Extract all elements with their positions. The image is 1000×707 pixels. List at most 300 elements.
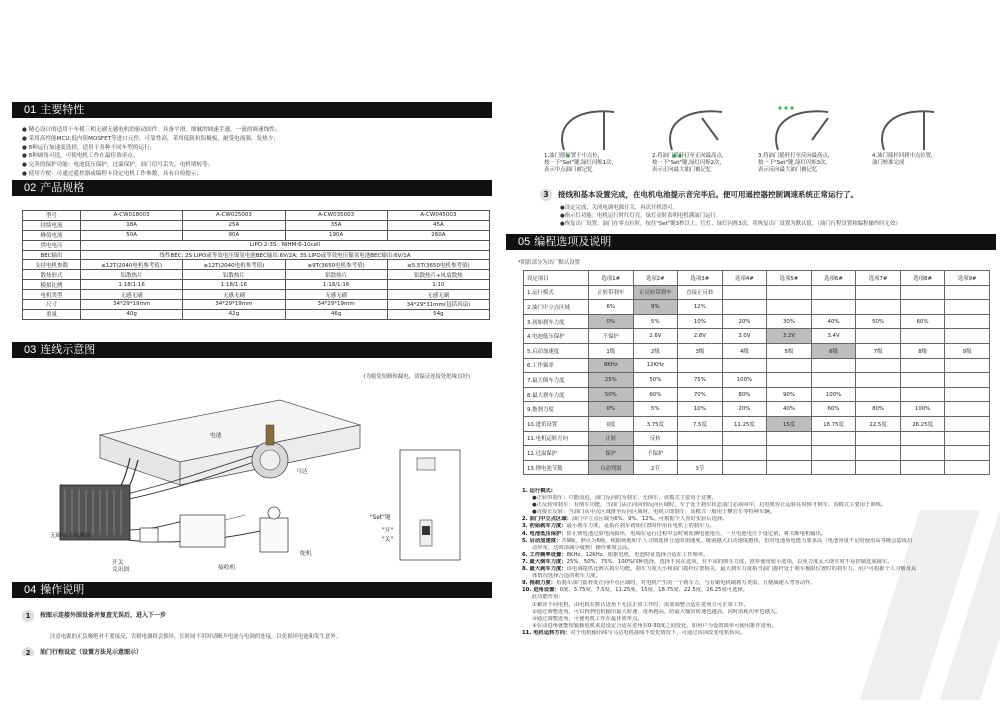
spec-value: 50A: [81, 230, 183, 240]
explanation-text: 共9级，默认为6级，根据场地和个人习惯选择合适的加速度，级别越大启动速度越快，但对电池放电能力要求高（电池容量不足时使用高等级会造成启: [561, 537, 913, 544]
setting-name: 6.工作频率: [524, 358, 589, 373]
feature-item: ● 完善的保护功能：电池低压保护，过温保护，油门信号丢失，电机堵转等；: [22, 162, 214, 169]
explanation-text: 体情况选择合适的刹车力度。: [532, 573, 601, 580]
option-value: [811, 446, 856, 461]
programming-row: [524, 416, 990, 431]
programming-explanations: [522, 488, 992, 637]
explanation-term: 9. 拖刹力度：: [522, 580, 557, 587]
explanation-line: [522, 609, 992, 616]
step-number: 3: [540, 189, 552, 201]
option-value: 30%: [767, 314, 812, 329]
explanation-line: [522, 531, 992, 538]
spec-table: [22, 210, 490, 320]
option-value: [856, 329, 901, 344]
option-value: [945, 314, 990, 329]
column-header: 选项2#: [633, 271, 678, 286]
option-value: 2级: [633, 343, 678, 358]
option-value: 2节: [633, 460, 678, 475]
feature-list: [22, 126, 492, 179]
explanation-text: 动异常，达时请减小级数）操作难度会高。: [532, 544, 633, 551]
spec-value: 34*29*19mm: [81, 300, 183, 310]
option-value: [900, 431, 945, 446]
explanation-text: 指刹车油门摇杆处正向中点区域时，对电机产生的一个刹车力，与有刷电机刷刹力类似，方便减速入弯等动作。: [556, 580, 816, 587]
option-value: [945, 446, 990, 461]
option-value: [856, 387, 901, 402]
option-value: 90%: [767, 387, 812, 402]
spec-label: 支持电机参数: [23, 260, 81, 270]
option-value: 60%: [900, 314, 945, 329]
option-value: 7.5度: [678, 416, 723, 431]
explanation-text: 该电调提供比例式刹车功能，刹车力度大小和油门摇杆位置相关，最大刹车力度指当油门摇杆处于刹车极限位置时的刹车力，用户可根据个人习惯及具: [566, 566, 917, 573]
label-servo: 舵机: [300, 551, 312, 557]
option-value: [900, 300, 945, 315]
label-motor: 马达: [296, 469, 308, 475]
spec-value: 无感无刷: [285, 290, 387, 300]
programming-row: [524, 387, 990, 402]
option-value: [811, 431, 856, 446]
spec-value: 45A: [387, 220, 489, 230]
option-value: 3.2V: [767, 329, 812, 344]
option-value: [856, 358, 901, 373]
label-off: "关": [382, 537, 394, 543]
option-value: [767, 446, 812, 461]
label-set-key: "Set"键: [370, 515, 391, 521]
spec-label: 持续电流: [23, 220, 81, 230]
spec-value: A-CW045003: [387, 211, 489, 221]
option-value: 10%: [678, 402, 723, 417]
option-value: [678, 431, 723, 446]
option-value: 15度: [767, 416, 812, 431]
spec-value: ≥12T(2040电机参考值): [81, 260, 183, 270]
spec-value: 260A: [387, 230, 489, 240]
explanation-text: ●正反转带刹车：有倒车功能，当油门从正向回到反向区域时，车子处于刹车状态油门必须回中，启电机停止运转在时候才倒车，该模式主要用于训练。: [532, 502, 887, 509]
explanation-text: ③通过调整进角，可使电机工作在最佳效率点。: [532, 615, 643, 622]
explanation-line: [522, 552, 992, 559]
spec-value: 54g: [387, 309, 489, 319]
spec-row: [23, 270, 490, 280]
setting-name: 5.启动加速度: [524, 343, 589, 358]
explanation-line: [522, 602, 992, 609]
spec-value: A-CW025003: [183, 211, 285, 221]
option-value: 2.6V: [633, 329, 678, 344]
setting-name: 4.电池低压保护: [524, 329, 589, 344]
spec-value: ≥5.5T(3650电机参考值): [387, 260, 489, 270]
option-value: [900, 285, 945, 300]
feature-item: ● 8种调角可选，可使电机工作在最佳效率点；: [22, 153, 139, 160]
explanation-text: 防止锂电池过放电而损坏，电调在运行过程中会时刻监测电池电压，一旦电池电压于设定值，将关断电机输出。: [566, 530, 827, 537]
option-value: 0度: [589, 416, 634, 431]
calibration-caption-2: 2.将油门摇杆打至正向最高点, 按一下"Set"键,绿灯闪烁2次, 表示正向最大油门被记忆: [652, 153, 724, 173]
option-value: [767, 358, 812, 373]
operation-step-1: [22, 609, 492, 623]
section-title: 连线示意图: [40, 343, 96, 356]
explanation-text: ●直接正反转：当油门从中点区域推至反向区域时，电机立即倒车，该模式一般用于攀岩车等特种车辆。: [532, 509, 775, 516]
calibration-caption-4: 4.油门摇杆回到中点位置, 油门校准完成: [872, 153, 933, 166]
option-value: 75%: [678, 373, 723, 388]
label-receiver: 接收机: [218, 565, 236, 571]
option-value: [945, 402, 990, 417]
label-battery: 电池: [210, 433, 222, 439]
explanation-term: 1. 运行模式:: [522, 488, 553, 494]
spec-row: [23, 280, 490, 290]
explanation-line: [522, 580, 992, 587]
feature-item: ● 采用高性能MCU;低内阻MOSFET等进口元件。可靠性高，采用低阻抗铝极板，耐受电流强，发热少；: [22, 135, 279, 142]
explanation-line: [522, 523, 992, 530]
option-value: 1级: [589, 343, 634, 358]
option-value: [900, 460, 945, 475]
programming-row: [524, 285, 990, 300]
option-value: [900, 446, 945, 461]
option-value: 9级: [945, 343, 990, 358]
option-value: [767, 373, 812, 388]
column-header: 选项8#: [900, 271, 945, 286]
explanation-term: 7. 最大倒车力度：: [522, 558, 567, 565]
programming-row: [524, 460, 990, 475]
option-value: 不保护: [589, 329, 634, 344]
spec-label: 重量: [23, 309, 81, 319]
setting-name: 3.初始刹车力度: [524, 314, 589, 329]
programming-row: [524, 329, 990, 344]
option-value: 6%: [589, 300, 634, 315]
spec-value: 35A: [285, 220, 387, 230]
feature-item: ● 使用方便：可通过遥控器或编程卡设定电机工作参数，具有自检提示；: [22, 170, 203, 177]
option-value: 2.8V: [678, 329, 723, 344]
spec-value: 190A: [285, 230, 387, 240]
explanation-line: [522, 559, 992, 566]
spec-value: LiPO:2-3S ; NIHM:6-10cell: [81, 240, 490, 250]
spec-value: 40g: [81, 309, 183, 319]
option-value: 18.75度: [811, 416, 856, 431]
spec-row: [23, 230, 490, 240]
right-page: [500, 0, 1000, 707]
explanation-text: ④在动进角就能按辊载电机来进设定合适在进角在0-30度之间变化，如用户为设置简单可使用推荐进角。: [532, 622, 777, 629]
calibration-caption-1: 1.油门摇杆置于中点位， 按一下"Set"键,绿灯闪烁1次, 表示中点油门被记忆: [544, 153, 614, 173]
option-value: [811, 460, 856, 475]
option-value: 40%: [811, 314, 856, 329]
explanation-line: [522, 502, 992, 509]
option-value: 3节: [678, 460, 723, 475]
option-value: 40%: [767, 402, 812, 417]
spec-value: A-CW035003: [285, 211, 387, 221]
setting-name: 9.拖刹力度: [524, 402, 589, 417]
option-value: 6级: [811, 343, 856, 358]
explanation-term: 6. 工作频率设置：: [522, 551, 567, 558]
option-value: [900, 387, 945, 402]
section-specs-header: [12, 180, 492, 196]
option-value: 25%: [589, 373, 634, 388]
spec-row: [23, 240, 490, 250]
explanation-line: [522, 566, 992, 573]
spec-label: 模拟比例: [23, 280, 81, 290]
option-value: 11.25度: [722, 416, 767, 431]
option-value: [678, 358, 723, 373]
explanation-term: 3. 初始刹车力度：: [522, 523, 567, 530]
step-text: 按图示连接外围设备并复查无误后，进入下一步: [40, 612, 167, 619]
wiring-illustration: [30, 380, 490, 580]
explanation-text: 最小刹车力度，是指在刹车初始位置时作用在电机上的刹车力。: [566, 523, 715, 530]
explanation-line: [522, 538, 992, 545]
option-value: [811, 300, 856, 315]
option-value: 3级: [678, 343, 723, 358]
spec-value: 线性BEC; 2S LIPO或等效电压镍氢电池BEC输出:6V/2A; 3S LIPO或等效电压镍氢电池BEC输出:6V/1A: [81, 250, 490, 260]
step-text: 油门行程设定（设置方法见示意图示）: [40, 649, 143, 656]
option-value: 26.25度: [900, 416, 945, 431]
spec-value: 铝散热片+风扇散热: [387, 270, 489, 280]
option-value: 3.75度: [633, 416, 678, 431]
explanation-term: 10. 进角设置：: [522, 587, 560, 594]
step-3-notes: [560, 205, 901, 228]
option-value: [945, 416, 990, 431]
option-value: [811, 285, 856, 300]
spec-row: [23, 300, 490, 310]
programming-row: [524, 402, 990, 417]
option-value: [945, 431, 990, 446]
spec-value: 18A: [81, 220, 183, 230]
option-value: 5%: [633, 402, 678, 417]
spec-value: 25A: [183, 220, 285, 230]
spec-value: 90A: [183, 230, 285, 240]
section-number: 05: [518, 236, 531, 248]
explanation-term: 11. 电机运转方向：: [522, 629, 571, 636]
option-value: 60%: [633, 387, 678, 402]
programming-row: [524, 431, 990, 446]
option-value: 100%: [811, 387, 856, 402]
option-value: [722, 460, 767, 475]
spec-value: 1:18/1:16: [183, 280, 285, 290]
explanation-line: [522, 545, 992, 552]
option-value: [856, 431, 901, 446]
option-value: [767, 431, 812, 446]
spec-value: ≥9T(3650电机参考值): [285, 260, 387, 270]
spec-row: [23, 290, 490, 300]
section-title: 产品规格: [40, 181, 85, 194]
option-value: [811, 358, 856, 373]
column-header: 设定项目: [524, 271, 589, 286]
label-esc: 无刷电子调速器: [50, 533, 91, 539]
spec-label: 供电电压: [23, 240, 81, 250]
option-value: 反转: [633, 431, 678, 446]
option-value: 70%: [678, 387, 723, 402]
spec-value: 铝散热片: [81, 270, 183, 280]
option-value: 80%: [856, 402, 901, 417]
spec-row: [23, 220, 490, 230]
spec-value: 1:18/1:16: [285, 280, 387, 290]
explanation-text: ●正转带刹车：只能前进，油门反向时为刹车，无倒车，该模式主要用于竞赛。: [532, 495, 717, 502]
explanation-line: [522, 516, 992, 523]
option-value: [678, 446, 723, 461]
option-value: [767, 460, 812, 475]
option-value: 60%: [811, 402, 856, 417]
option-value: 5%: [633, 314, 678, 329]
option-value: [856, 446, 901, 461]
option-value: [722, 358, 767, 373]
spec-label: BEC输出: [23, 250, 81, 260]
section-title: 主要特性: [40, 103, 85, 116]
explanation-line: [522, 495, 992, 502]
spec-value: 无感无刷: [183, 290, 285, 300]
section-wiring-header: [12, 342, 492, 358]
feature-item: ● 8种运行加速度选择，适用于各种不同车型的运行；: [22, 144, 156, 151]
spec-label: 电机类型: [23, 290, 81, 300]
programming-row: [524, 446, 990, 461]
option-value: 0%: [589, 402, 634, 417]
note-item: ●指示灯功能：电机运行时红灯亮，绿灯亮时表明电机满油门运行。: [560, 212, 722, 219]
spec-label: 型号: [23, 211, 81, 221]
programming-header-row: [524, 271, 990, 286]
spec-row: [23, 260, 490, 270]
label-switch: 开关 兑讯固: [112, 560, 130, 573]
option-value: 100%: [900, 402, 945, 417]
option-value: [856, 373, 901, 388]
setting-name: 1.运行模式: [524, 285, 589, 300]
wiring-diagram: [30, 380, 490, 580]
programming-row: [524, 358, 990, 373]
setting-name: 8.最大刹车力度: [524, 387, 589, 402]
spec-value: 46g: [285, 309, 387, 319]
label-on: "开": [382, 528, 394, 534]
option-value: [945, 285, 990, 300]
option-value: [722, 431, 767, 446]
option-value: [945, 460, 990, 475]
programming-row: [524, 314, 990, 329]
setting-name: 13.锂电池节数: [524, 460, 589, 475]
programming-row: [524, 343, 990, 358]
calibration-caption-3: 3.将油门摇杆打至反向最高点, 按一下"Set"键,绿灯闪烁3次, 表示反向最大油门被记忆: [758, 153, 830, 173]
option-value: 0%: [589, 314, 634, 329]
option-value: 20%: [722, 402, 767, 417]
section-title: 编程选项及说明: [534, 235, 612, 248]
option-value: 100%: [722, 373, 767, 388]
setting-name: 10.进角设置: [524, 416, 589, 431]
section-operation-header: [12, 582, 492, 598]
explanation-text: ②通过调整进角，可以得到电机输出最大转速，进角越高，防最大输出转速也越高，同时消耗功率也越大。: [532, 608, 781, 615]
operation-step-3: [540, 188, 990, 202]
explanation-term: 2. 油门中立点区域：: [522, 516, 572, 523]
section-number: 02: [24, 182, 37, 194]
programming-row: [524, 300, 990, 315]
spec-label: 峰值电流: [23, 230, 81, 240]
spec-value: 1:18/1:16: [81, 280, 183, 290]
section-number: 01: [24, 104, 37, 116]
option-value: [900, 329, 945, 344]
spec-value: 铝散热片: [183, 270, 285, 280]
option-value: 5级: [767, 343, 812, 358]
section-features-header: [12, 102, 492, 118]
explanation-text: 25%、50%、75%、100%四种选择，选择不同在选项，有不同的倒车力度，推荐使用较小选项，以免力度太大倒车时不易控制选成撞车。: [566, 558, 893, 565]
column-header: 选项7#: [856, 271, 901, 286]
option-value: [900, 358, 945, 373]
option-value: 正反转带刹车: [633, 285, 678, 300]
option-value: 12%: [678, 300, 723, 315]
feature-item: ● 精心设计的适用于车模三相无刷无感电机的驱动固件，具备平滑、细腻的调速手感，一流的调速线性；: [22, 127, 281, 133]
spec-row: [23, 309, 490, 319]
spec-row: [23, 250, 490, 260]
wiring-note: (为避免短路和漏电，请保证连接处绝缘良好): [363, 374, 470, 380]
explanation-text: 油门中立点区域为6%、9%、12%。可根据个人喜好实验后选择。: [571, 516, 728, 523]
column-header: 选项4#: [722, 271, 767, 286]
spec-value: 铝散热片: [285, 270, 387, 280]
explanation-line: [522, 573, 992, 580]
note-item: ●设定完成，关闭电调电源开关，再次开机即可。: [560, 205, 678, 211]
explanation-line: [522, 594, 992, 601]
spec-value: 无感无刷: [81, 290, 183, 300]
section-number: 04: [24, 584, 37, 596]
option-value: 直接正反转: [678, 285, 723, 300]
option-value: 80%: [722, 387, 767, 402]
explanation-line: [522, 623, 992, 630]
option-value: 50%: [856, 314, 901, 329]
step-number: 2: [22, 647, 34, 657]
column-header: 选项9#: [945, 271, 990, 286]
option-value: [856, 285, 901, 300]
option-value: 保护: [589, 446, 634, 461]
option-value: 10%: [678, 314, 723, 329]
note-item: ●恢复出厂设置：油门在零点位时，按住"Set"键3秒以上，红灯、绿灯闪烁3次，将恢复出厂设置为默认值。（油门行程设置和编程操作时无效）: [560, 220, 901, 227]
option-value: 22.5度: [856, 416, 901, 431]
programming-table: [523, 270, 990, 475]
explanation-line: [522, 616, 992, 623]
option-value: [767, 300, 812, 315]
option-value: [945, 300, 990, 315]
option-value: [945, 358, 990, 373]
explanation-text: ①兼容不同电机，由电机在默认进角下无法正常工作时，需要调整合适在进角方可正常工作。: [532, 601, 749, 608]
option-value: 9%: [633, 300, 678, 315]
column-header: 选项5#: [767, 271, 812, 286]
spec-value: 34*29*19mm: [285, 300, 387, 310]
explanation-text: 0度、3.75度、7.5度、11.25度、15度、18.75度、22.5度、26.25度可选择。: [559, 587, 748, 594]
option-value: [722, 446, 767, 461]
option-value: [767, 285, 812, 300]
option-value: 不保护: [633, 446, 678, 461]
option-value: 3.0V: [722, 329, 767, 344]
explanation-text: 此功能作用：: [532, 594, 564, 601]
option-value: 20%: [722, 314, 767, 329]
option-value: [856, 300, 901, 315]
step-text: 接线和基本设置完成，在电机电池提示音完毕后。便可用遥控器控制调速系统正常运行了。: [558, 190, 858, 199]
setting-name: 2.油门中立点区域: [524, 300, 589, 315]
explanation-line: [522, 488, 992, 495]
option-value: [945, 373, 990, 388]
option-value: 正转: [589, 431, 634, 446]
option-value: 7级: [856, 343, 901, 358]
default-setting-note: *阴影部分为出厂默认设置: [518, 260, 580, 266]
section-programming-header: [506, 234, 996, 250]
option-value: 3.4V: [811, 329, 856, 344]
option-value: [856, 460, 901, 475]
spec-row: [23, 211, 490, 221]
spec-value: ≥12T(2040电机参考值): [183, 260, 285, 270]
option-value: [811, 373, 856, 388]
option-value: 50%: [633, 373, 678, 388]
spec-value: 34*29*31mm(包括风扇): [387, 300, 489, 310]
spec-value: 无感无刷: [387, 290, 489, 300]
option-value: [945, 329, 990, 344]
section-title: 操作说明: [40, 583, 85, 596]
option-value: [722, 300, 767, 315]
option-value: [722, 285, 767, 300]
spec-label: 散热形式: [23, 270, 81, 280]
option-value: [900, 373, 945, 388]
column-header: 选项6#: [811, 271, 856, 286]
explanation-text: 8KHz、12KHz。根据电机，电池特征选择合适在工作频率。: [566, 551, 709, 558]
explanation-line: [522, 587, 992, 594]
step-1-description: 注意电源的正负极绝对不要接反，否则电调将会损坏，长时间不用时请断开电池与电调的连接，以免损坏电池和发生意外。: [50, 634, 342, 640]
option-value: 正转带刹车: [589, 285, 634, 300]
explanation-line: [522, 509, 992, 516]
explanation-term: 5. 启动加速度：: [522, 537, 562, 544]
setting-name: 11.电机运转方向: [524, 431, 589, 446]
programming-row: [524, 373, 990, 388]
